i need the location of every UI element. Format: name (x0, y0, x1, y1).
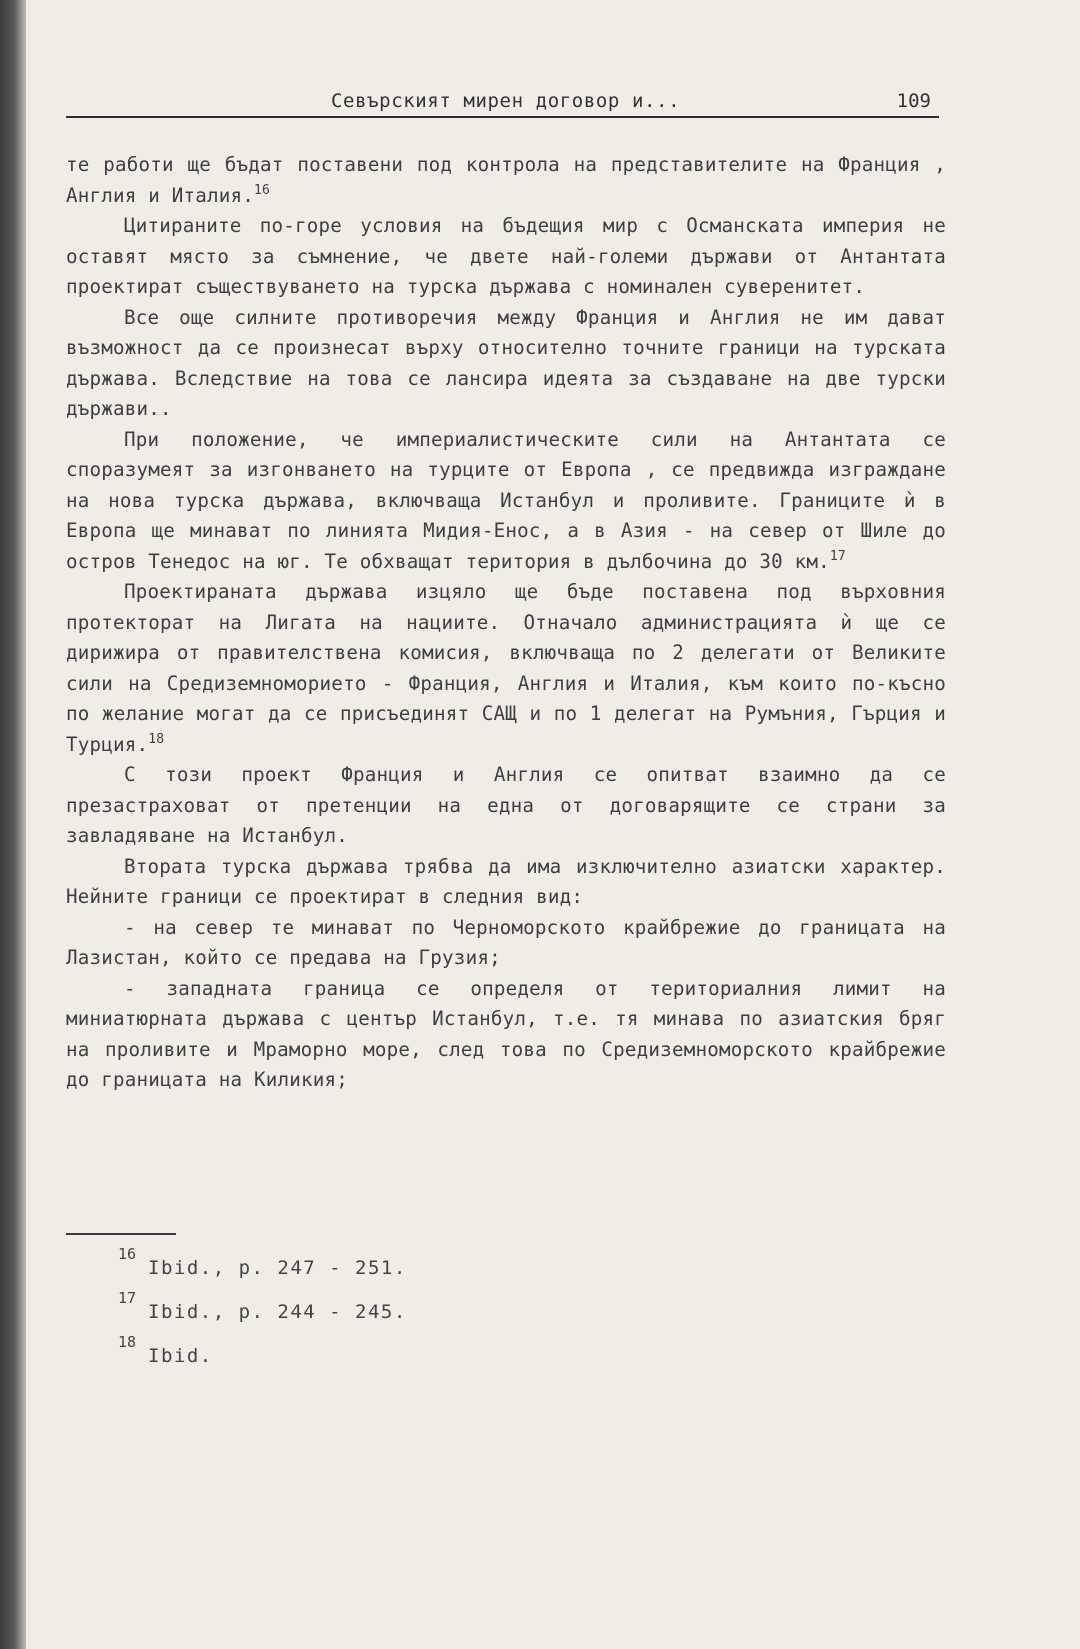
footnote-text: Ibid., p. 247 - 251. (148, 1257, 407, 1279)
main-text (66, 150, 946, 1096)
paragraph-text: Проектираната държава изцяло ще бъде поставена под върховния протекторат на Лигата на нациите. Отначало администрацията ѝ ще се дирижира от правителствена комисия, включваща по 2 делегати от Великите сили на Средиземноморието - Франция, Англия и Италия, към които по-късно по желание могат да се присъединят САЩ и по 1 делегат на Румъния, Гърция и Турция. (66, 580, 946, 756)
paragraph: С този проект Франция и Англия се опитват взаимно да се презастраховат от претенции на една от договарящите се страни за завладяване на Истанбул. (66, 763, 946, 847)
footnote-reference: 16 (254, 182, 271, 198)
footnote-number: 18 (118, 1333, 137, 1351)
footnote-text: Ibid. (148, 1345, 213, 1367)
paragraph (66, 425, 946, 578)
list-paragraph: - на север те минават по Черноморското крайбрежие до границата на Лазистан, който се предава на Грузия; (66, 915, 946, 969)
running-title: Севърският мирен договор и... (331, 90, 681, 112)
footnote-reference: 18 (148, 731, 165, 747)
paragraph (66, 150, 946, 211)
paragraph-text: При положение, че империалистическите сили на Антантата се споразумеят за изгонването на турците от Европа , се предвижда изграждане на нова турска държава, включваща Истанбул и проливите. Границите ѝ в Европа ще минават по линията Мидия-Енос, а в Азия - на север от Шиле до остров Тенедос на юг. Те обхващат територия в дълбочина до 30 км. (66, 427, 946, 573)
footnote-number: 17 (118, 1289, 137, 1307)
footnote-separator (66, 1233, 176, 1235)
paragraph (66, 577, 946, 760)
footnote-reference: 17 (829, 548, 846, 564)
page-number: 109 (896, 90, 931, 112)
paragraph-text: те работи ще бъдат поставени под контрола на представителите на Франция , Англия и Италия. (66, 153, 946, 207)
book-page (26, 0, 1080, 1649)
footnote-number: 16 (118, 1245, 137, 1263)
running-header (66, 86, 939, 118)
list-paragraph: - западната граница се определя от териториалния лимит на миниатюрната държава с център Истанбул, т.е. тя минава по азиатския бряг на проливите и Мраморно море, след това по Средиземноморското крайбрежие до границата на Киликия; (66, 976, 946, 1091)
paragraph: Втората турска държава трябва да има изключително азиатски характер. Нейните граници се проектират в следния вид: (66, 854, 946, 908)
book-binding-shadow (0, 0, 26, 1649)
paragraph: Все още силните противоречия между Франция и Англия не им дават възможност да се произнесат върху относително точните граници на турската държава. Вследствие на това се лансира идеята за създаване на две турски държави.. (66, 305, 946, 420)
footnote-text: Ibid., p. 244 - 245. (148, 1301, 407, 1323)
paragraph: Цитираните по-горе условия на бъдещия мир с Османската империя не оставят място за съмнение, че двете най-големи държави от Антантата проектират съществуването на турска държава с номинален суверенитет. (66, 214, 946, 298)
